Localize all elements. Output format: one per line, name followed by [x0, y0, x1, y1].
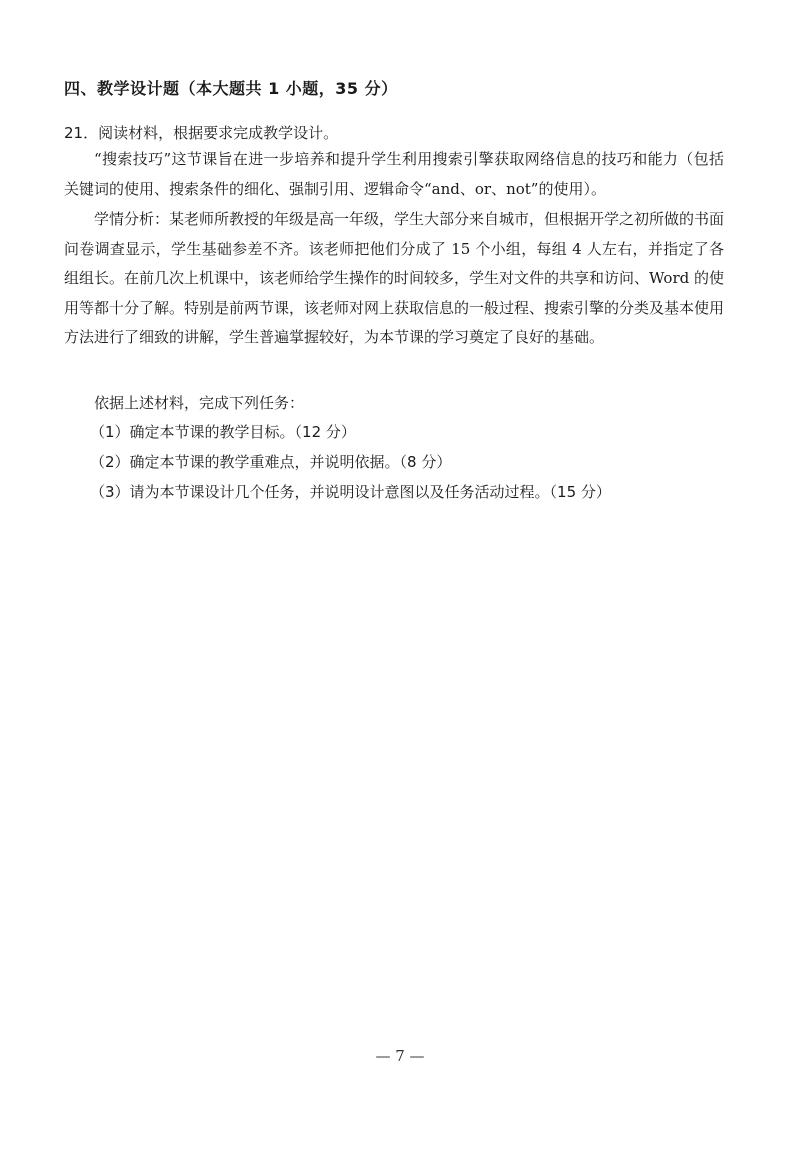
tasks-intro: 依据上述材料，完成下列任务：	[94, 394, 305, 412]
material-paragraph-1: “搜索技巧”这节课旨在进一步培养和提升学生利用搜索引擎获取网络信息的技巧和能力（包括关键词的使用、搜索条件的细化、强制引用、逻辑命令“and、or、not”的使用）。	[64, 150, 724, 198]
section-heading: 四、教学设计题（本大题共 1 小题，35 分）	[64, 79, 398, 98]
page-number: — 7 —	[375, 1047, 425, 1065]
task-item-1: （1）确定本节课的教学目标。（12 分）	[90, 423, 356, 441]
task-item-3: （3）请为本节课设计几个任务，并说明设计意图以及任务活动过程。（15 分）	[90, 483, 611, 501]
material-paragraph-2: 学情分析：某老师所教授的年级是高一年级，学生大部分来自城市，但根据开学之初所做的书面问卷调查显示，学生基础参差不齐。该老师把他们分成了 15 个小组，每组 4 人左右，并指定了各组组长。在前几次上机课中，该老师给学生操作的时间较多，学生对文件的共享和访问、Word 的使用等都十分了解。特别是前两节课，该老师对网上获取信息的一般过程、搜索引擎的分类及基本使用方法进行了细致的讲解，学生普遍掌握较好，为本节课的学习奠定了良好的基础。	[64, 210, 725, 346]
question-prompt: 21．阅读材料，根据要求完成教学设计。	[64, 124, 339, 142]
task-item-2: （2）确定本节课的教学重难点，并说明依据。（8 分）	[90, 453, 452, 471]
